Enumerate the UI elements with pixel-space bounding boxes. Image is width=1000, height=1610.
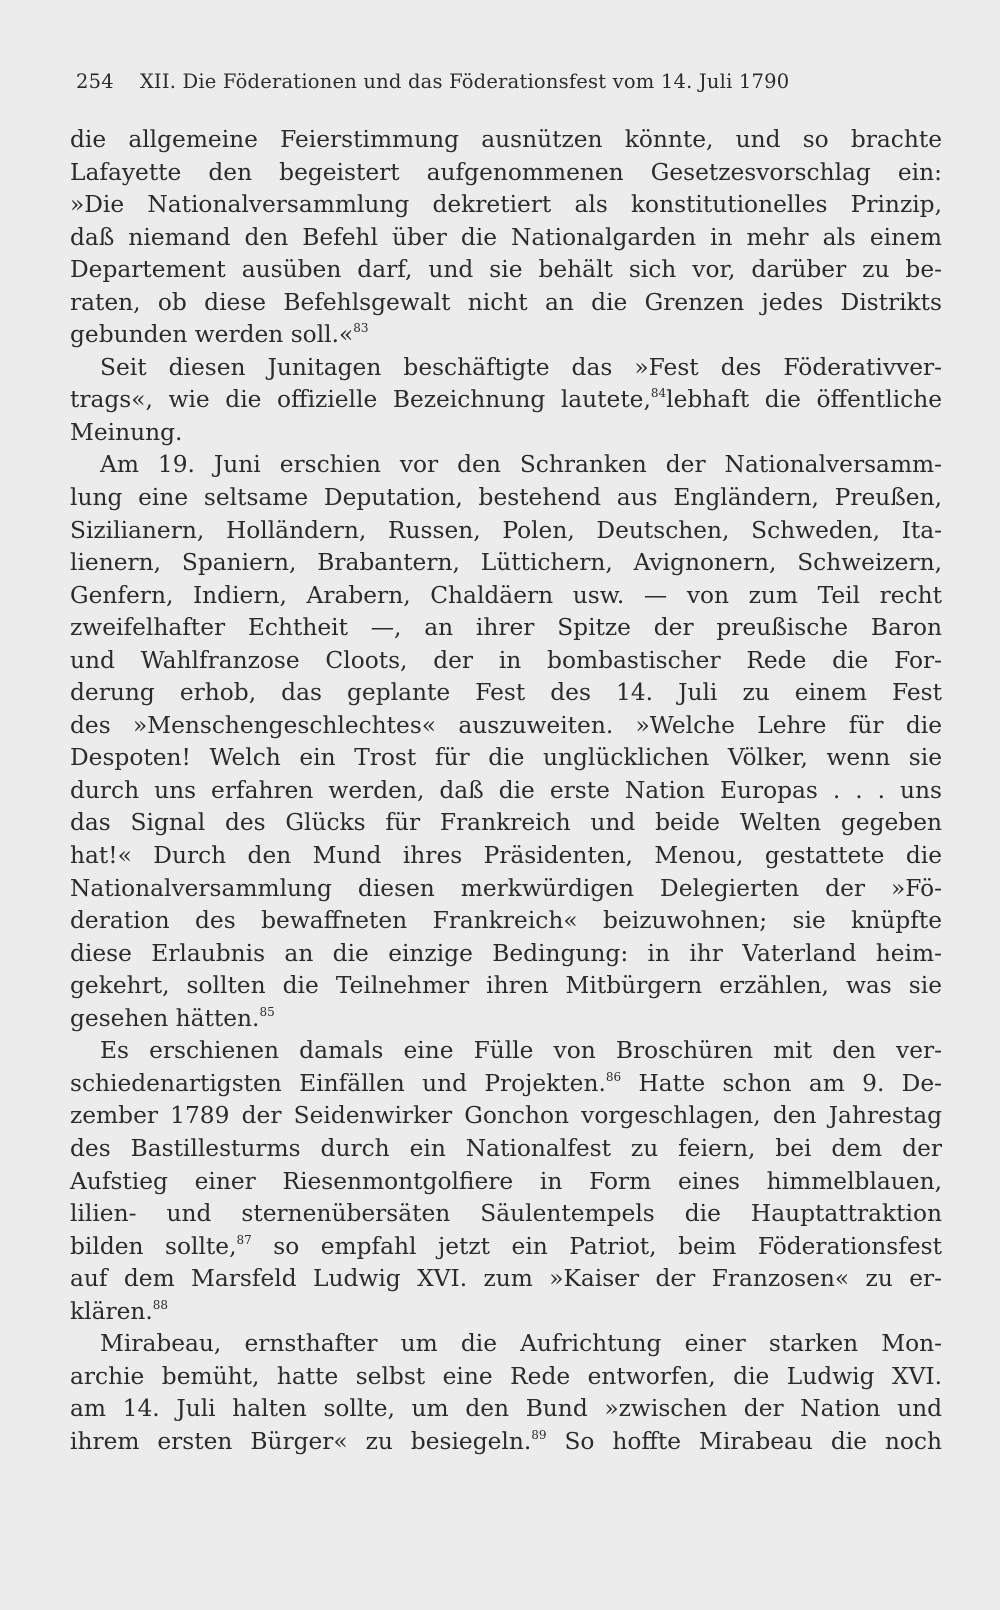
line-text: zweifelhafter Echtheit —, an ihrer Spitze der preußische Baron [70,614,942,642]
text-line [70,384,942,417]
text-line [70,1003,942,1036]
line-text: und Wahlfranzose Cloots, der in bombastischer Rede die For- [70,646,942,674]
text-line [70,645,942,678]
text-line [70,905,942,938]
line-text: bilden sollte, [70,1232,237,1260]
text-line [70,287,942,320]
text-line [70,1361,942,1394]
line-text: klären. [70,1297,153,1325]
footnote-marker: 85 [259,1004,275,1019]
line-text: Seit diesen Junitagen beschäftigte das »Fest des Föderativver- [100,353,942,381]
line-text: gekehrt, sollten die Teilnehmer ihren Mitbürgern erzählen, was sie [70,972,942,1000]
line-text: trags«, wie die offizielle Bezeichnung lautete, [70,386,651,414]
line-text: Sizilianern, Holländern, Russen, Polen, Deutschen, Schweden, Ita- [70,516,942,544]
text-line [70,1426,942,1459]
text-line [70,807,942,840]
line-text: Mirabeau, ernsthafter um die Aufrichtung einer starken Mon- [100,1330,942,1358]
text-line [70,1198,942,1231]
line-text: die allgemeine Feierstimmung ausnützen könnte, und so brachte [70,126,942,153]
line-text: deration des bewaffneten Frankreich« beizuwohnen; sie knüpfte [70,907,942,935]
line-text: Despoten! Welch ein Trost für die unglücklichen Völker, wenn sie [70,744,942,772]
text-line [70,1263,942,1296]
line-text: derung erhob, das geplante Fest des 14. Juli zu einem Fest [70,679,942,707]
line-text-continued: so empfahl jetzt ein Patriot, beim Föderationsfest [251,1232,942,1260]
page-number: 254 [76,70,114,93]
text-line [70,970,942,1003]
line-text: lienern, Spaniern, Brabantern, Lüttichern, Avignonern, Schweizern, [70,549,942,577]
text-line [70,710,942,743]
line-text: gesehen hätten. [70,1004,260,1032]
text-line [70,612,942,645]
line-text: schiedenartigsten Einfällen und Projekten. [70,1069,606,1097]
text-line [70,1133,942,1166]
line-text: Meinung. [70,418,183,446]
text-line [70,515,942,548]
text-line [70,222,942,255]
text-line [70,1068,942,1101]
running-head [76,64,934,100]
text-line [70,840,942,873]
line-text-continued: So hoffte Mirabeau die noch [546,1427,942,1455]
footnote-marker: 87 [236,1232,252,1247]
text-line [70,873,942,906]
line-text-continued: Hatte schon am 9. De- [621,1069,942,1097]
text-line [70,1100,942,1133]
text-line [70,482,942,515]
text-line [70,938,942,971]
line-text: des Bastillesturms durch ein Nationalfest zu feiern, bei dem der [70,1134,942,1162]
text-line [70,189,942,222]
text-line [70,352,942,385]
footnote-marker: 89 [531,1427,547,1442]
line-text: das Signal des Glücks für Frankreich und beide Welten gegeben [70,809,942,837]
footnote-marker: 84 [650,386,667,401]
line-text: am 14. Juli halten sollte, um den Bund »zwischen der Nation und [70,1395,942,1423]
text-line [70,254,942,287]
line-text: zember 1789 der Seidenwirker Gonchon vorgeschlagen, den Jahrestag [70,1102,942,1130]
text-line [70,449,942,482]
line-text: Am 19. Juni erschien vor den Schranken der Nationalversamm- [100,451,942,479]
line-text: »Die Nationalversammlung dekretiert als konstitutionelles Prinzip, [70,191,942,219]
text-line [70,124,942,157]
text-line [70,319,942,352]
line-text: daß niemand den Befehl über die Nationalgarden in mehr als einem [70,223,942,251]
body-text [70,124,942,1458]
line-text: hat!« Durch den Mund ihres Präsidenten, Menou, gestattete die [70,842,942,870]
text-line [70,580,942,613]
text-line [70,1035,942,1068]
line-text-continued: lebhaft die öffentliche [666,386,942,414]
text-line [70,1328,942,1361]
line-text: Lafayette den begeistert aufgenommenen Gesetzesvorschlag ein: [70,158,942,186]
footnote-marker: 83 [353,321,369,336]
line-text: auf dem Marsfeld Ludwig XVI. zum »Kaiser der Franzosen« zu er- [70,1265,942,1293]
text-line [70,1393,942,1426]
text-line [70,417,942,450]
text-line [70,775,942,808]
line-text: Es erschienen damals eine Fülle von Broschüren mit den ver- [100,1037,942,1065]
chapter-title: XII. Die Föderationen und das Föderationsfest vom 14. Juli 1790 [139,70,790,93]
text-line [70,677,942,710]
line-text: raten, ob diese Befehlsgewalt nicht an die Grenzen jedes Distrikts [70,288,942,316]
line-text: ihrem ersten Bürger« zu besiegeln. [70,1427,532,1455]
footnote-marker: 86 [605,1069,622,1084]
line-text: Genfern, Indiern, Arabern, Chaldäern usw. — von zum Teil recht [70,581,942,609]
text-line [70,1231,942,1264]
text-line [70,742,942,775]
line-text: diese Erlaubnis an die einzige Bedingung: in ihr Vaterland heim- [70,939,942,967]
line-text: durch uns erfahren werden, daß die erste Nation Europas . . . uns [70,776,942,804]
line-text: Aufstieg einer Riesenmontgolfiere in Form eines himmelblauen, [70,1167,942,1195]
line-text: archie bemüht, hatte selbst eine Rede entworfen, die Ludwig XVI. [70,1362,942,1390]
text-line [70,1166,942,1199]
line-text: lilien- und sternenübersäten Säulentempels die Hauptattraktion [70,1200,942,1228]
line-text: Departement ausüben darf, und sie behält sich vor, darüber zu be- [70,256,942,284]
line-text: des »Menschengeschlechtes« auszuweiten. »Welche Lehre für die [70,711,942,739]
text-line [70,1296,942,1329]
line-text: gebunden werden soll.« [70,321,354,349]
text-line [70,547,942,580]
line-text: Nationalversammlung diesen merkwürdigen Delegierten der »Fö- [70,874,942,902]
text-line [70,157,942,190]
footnote-marker: 88 [152,1297,169,1312]
line-text: lung eine seltsame Deputation, bestehend aus Engländern, Preußen, [70,484,942,512]
